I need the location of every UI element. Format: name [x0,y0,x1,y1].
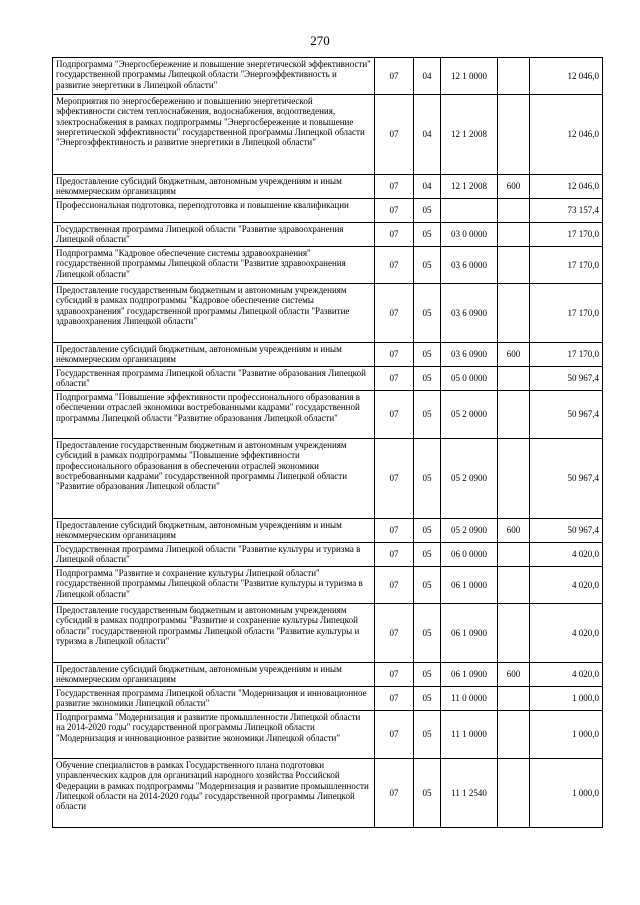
row-sum: 17 170,0 [530,343,603,367]
row-expense-type [498,543,530,567]
row-section: 07 [375,284,414,343]
row-subsection: 05 [414,439,441,519]
row-target-article: 05 2 0900 [441,439,498,519]
row-expense-type [498,759,530,828]
table-row [53,343,603,367]
row-expense-type [498,367,530,391]
row-name: Предоставление государственным бюджетным и автономным учреждениям субсидий в рамках подпрограммы "Развитие и сохранение культуры Липецкой области" государственной программы Липецкой области "Развитие культуры и туризма в Липецкой области" [53,604,375,663]
row-expense-type: 600 [498,519,530,543]
table-row [53,663,603,687]
budget-table [52,57,603,828]
row-name: Государственная программа Липецкой области "Модернизация и инновационное развитие экономики Липецкой области" [53,687,375,711]
row-expense-type [498,439,530,519]
row-target-article: 11 1 0000 [441,711,498,759]
row-section: 07 [375,95,414,175]
row-target-article: 05 2 0900 [441,519,498,543]
row-target-article: 05 2 0000 [441,391,498,439]
row-sum: 1 000,0 [530,711,603,759]
row-expense-type [498,567,530,604]
row-subsection: 05 [414,367,441,391]
row-target-article: 05 0 0000 [441,367,498,391]
row-section: 07 [375,199,414,223]
row-subsection: 05 [414,687,441,711]
row-section: 07 [375,223,414,247]
row-target-article: 06 1 0900 [441,604,498,663]
row-section: 07 [375,439,414,519]
row-sum: 4 020,0 [530,663,603,687]
table-row [53,199,603,223]
row-subsection: 05 [414,759,441,828]
table-row [53,604,603,663]
row-target-article: 06 1 0900 [441,663,498,687]
row-subsection: 05 [414,604,441,663]
row-sum: 4 020,0 [530,567,603,604]
table-row [53,175,603,199]
row-section: 07 [375,759,414,828]
row-target-article: 06 1 0000 [441,567,498,604]
row-name: Подпрограмма "Энергосбережение и повышение энергетической эффективности" государственной программы Липецкой области "Энергоэффективность и развитие энергетики в Липецкой области" [53,58,375,95]
row-sum: 50 967,4 [530,439,603,519]
table-row [53,519,603,543]
row-section: 07 [375,343,414,367]
row-subsection: 05 [414,663,441,687]
row-name: Предоставление государственным бюджетным и автономным учреждениям субсидий в рамках подпрограммы "Повышение эффективности профессионального образования в обеспечении отраслей экономики востребованными кадрами" государственной программы Липецкой области "Развитие образования Липецкой области" [53,439,375,519]
row-subsection: 05 [414,519,441,543]
row-name: Государственная программа Липецкой области "Развитие здравоохранения Липецкой области" [53,223,375,247]
table-row [53,759,603,828]
row-section: 07 [375,711,414,759]
row-name: Подпрограмма "Модернизация и развитие промышленности Липецкой области на 2014-2020 годы" государственной программы Липецкой области "Модернизация и инновационное развитие экономики Липецкой области" [53,711,375,759]
table-row [53,391,603,439]
row-target-article: 12 1 2008 [441,95,498,175]
row-section: 07 [375,367,414,391]
row-expense-type [498,284,530,343]
row-section: 07 [375,567,414,604]
row-sum: 12 046,0 [530,58,603,95]
row-section: 07 [375,175,414,199]
table-row [53,95,603,175]
table-row [53,567,603,604]
row-section: 07 [375,58,414,95]
row-sum: 1 000,0 [530,759,603,828]
row-subsection: 05 [414,284,441,343]
table-row [53,543,603,567]
row-target-article: 03 6 0900 [441,284,498,343]
row-name: Подпрограмма "Повышение эффективности профессионального образования в обеспечении отраслей экономики востребованными кадрами" государственной программы Липецкой области "Развитие образования Липецкой области" [53,391,375,439]
row-expense-type: 600 [498,343,530,367]
row-target-article: 03 0 0000 [441,223,498,247]
row-subsection: 05 [414,343,441,367]
row-sum: 12 046,0 [530,175,603,199]
table-row [53,367,603,391]
row-name: Подпрограмма "Кадровое обеспечение системы здравоохранения" государственной программы Липецкой области "Развитие здравоохранения Липецкой области" [53,247,375,284]
row-name: Предоставление субсидий бюджетным, автономным учреждениям и иным некоммерческим организациям [53,343,375,367]
row-sum: 17 170,0 [530,223,603,247]
row-target-article [441,199,498,223]
row-name: Предоставление субсидий бюджетным, автономным учреждениям и иным некоммерческим организациям [53,175,375,199]
row-target-article: 03 6 0900 [441,343,498,367]
table-row [53,687,603,711]
row-sum: 50 967,4 [530,519,603,543]
row-subsection: 04 [414,175,441,199]
row-sum: 1 000,0 [530,687,603,711]
row-name: Обучение специалистов в рамках Государственного плана подготовки управленческих кадров для организаций народного хозяйства Российской Федерации в рамках подпрограммы "Модернизация и развитие промышленности Липецкой области на 2014-2020 годы" государственной программы Липецкой области [53,759,375,828]
row-target-article: 11 1 2540 [441,759,498,828]
row-subsection: 05 [414,223,441,247]
row-target-article: 12 1 2008 [441,175,498,199]
row-expense-type [498,247,530,284]
row-sum: 17 170,0 [530,247,603,284]
row-name: Предоставление субсидий бюджетным, автономным учреждениям и иным некоммерческим организациям [53,519,375,543]
row-section: 07 [375,519,414,543]
row-section: 07 [375,391,414,439]
row-expense-type [498,711,530,759]
row-target-article: 03 6 0000 [441,247,498,284]
row-sum: 50 967,4 [530,391,603,439]
row-expense-type [498,95,530,175]
row-subsection: 05 [414,543,441,567]
table-row [53,284,603,343]
row-section: 07 [375,604,414,663]
row-section: 07 [375,543,414,567]
row-expense-type [498,687,530,711]
row-name: Государственная программа Липецкой области "Развитие образования Липецкой области" [53,367,375,391]
row-name: Мероприятия по энергосбережению и повышению энергетической эффективности систем теплоснабжения, водоснабжения, водоотведения, электроснабжения в рамках подпрограммы "Энергосбережение и повышение энергетической эффективности" государственной программы Липецкой области "Энергоэффективность и развитие энергетики в Липецкой области" [53,95,375,175]
row-section: 07 [375,663,414,687]
row-sum: 12 046,0 [530,95,603,175]
table-row [53,711,603,759]
row-subsection: 05 [414,199,441,223]
row-name: Профессиональная подготовка, переподготовка и повышение квалификации [53,199,375,223]
row-target-article: 11 0 0000 [441,687,498,711]
row-sum: 4 020,0 [530,543,603,567]
row-expense-type [498,391,530,439]
row-expense-type [498,604,530,663]
page-number: 270 [310,33,330,48]
row-subsection: 05 [414,567,441,604]
row-section: 07 [375,247,414,284]
row-expense-type [498,199,530,223]
row-expense-type: 600 [498,663,530,687]
table-row [53,223,603,247]
table-row [53,58,603,95]
row-subsection: 04 [414,95,441,175]
row-expense-type [498,58,530,95]
table-row [53,247,603,284]
row-name: Государственная программа Липецкой области "Развитие культуры и туризма в Липецкой области" [53,543,375,567]
row-expense-type [498,223,530,247]
row-sum: 17 170,0 [530,284,603,343]
row-subsection: 04 [414,58,441,95]
table-row [53,439,603,519]
row-target-article: 06 0 0000 [441,543,498,567]
row-sum: 4 020,0 [530,604,603,663]
row-name: Предоставление государственным бюджетным и автономным учреждениям субсидий в рамках подпрограммы "Кадровое обеспечение системы здравоохранения" государственной программы Липецкой области "Развитие здравоохранения Липецкой области" [53,284,375,343]
row-sum: 73 157,4 [530,199,603,223]
row-subsection: 05 [414,391,441,439]
row-section: 07 [375,687,414,711]
row-subsection: 05 [414,711,441,759]
row-expense-type: 600 [498,175,530,199]
row-subsection: 05 [414,247,441,284]
row-name: Предоставление субсидий бюджетным, автономным учреждениям и иным некоммерческим организациям [53,663,375,687]
row-sum: 50 967,4 [530,367,603,391]
row-target-article: 12 1 0000 [441,58,498,95]
row-name: Подпрограмма "Развитие и сохранение культуры Липецкой области" государственной программы Липецкой области "Развитие культуры и туризма в Липецкой области" [53,567,375,604]
